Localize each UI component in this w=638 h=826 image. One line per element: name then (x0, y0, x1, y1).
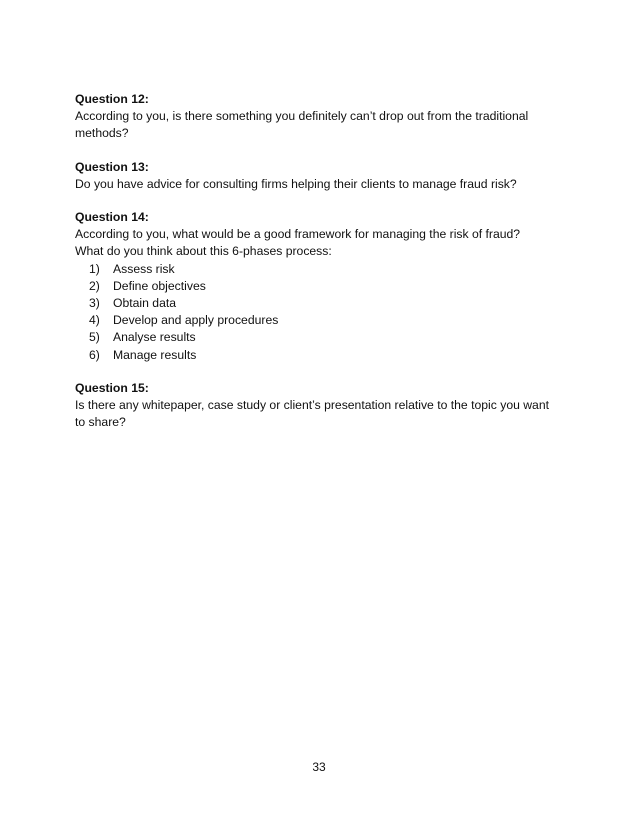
list-item (89, 329, 575, 346)
page-number: 33 (312, 760, 326, 774)
question-15 (75, 380, 575, 432)
list-item-number: 3) (89, 296, 100, 311)
list-item-text: Assess risk (113, 261, 175, 276)
list-item (89, 295, 575, 312)
question-text-line: Do you have advice for consulting firms helping their clients to manage fraud risk? (75, 176, 517, 191)
phases-list (75, 261, 575, 364)
list-item-number: 1) (89, 261, 100, 276)
list-item-text: Manage results (113, 347, 197, 362)
question-text-line: According to you, what would be a good framework for managing the risk of fraud? (75, 227, 521, 242)
list-item (89, 261, 575, 278)
page-content (75, 91, 575, 447)
question-text-line: to share? (75, 415, 126, 430)
question-heading: Question 13: (75, 159, 149, 174)
list-item (89, 312, 575, 329)
list-item-number: 4) (89, 313, 100, 328)
list-item-text: Obtain data (113, 296, 177, 311)
question-12 (75, 91, 575, 143)
question-13 (75, 159, 575, 193)
list-item-number: 2) (89, 278, 100, 293)
question-text-line: Is there any whitepaper, case study or client’s presentation relative to the topic you want (75, 398, 550, 413)
list-item-text: Define objectives (113, 278, 206, 293)
list-item (89, 278, 575, 295)
question-14 (75, 209, 575, 364)
question-text-line: methods? (75, 126, 129, 141)
question-heading: Question 14: (75, 210, 149, 225)
question-text-line: According to you, is there something you definitely can’t drop out from the traditional (75, 109, 529, 124)
list-item-text: Develop and apply procedures (113, 313, 279, 328)
question-heading: Question 12: (75, 92, 149, 106)
list-item-text: Analyse results (113, 330, 196, 345)
list-item (89, 347, 575, 364)
list-item-number: 5) (89, 330, 100, 345)
list-item-number: 6) (89, 347, 100, 362)
question-text-line: What do you think about this 6-phases process: (75, 244, 332, 259)
question-heading: Question 15: (75, 380, 149, 395)
